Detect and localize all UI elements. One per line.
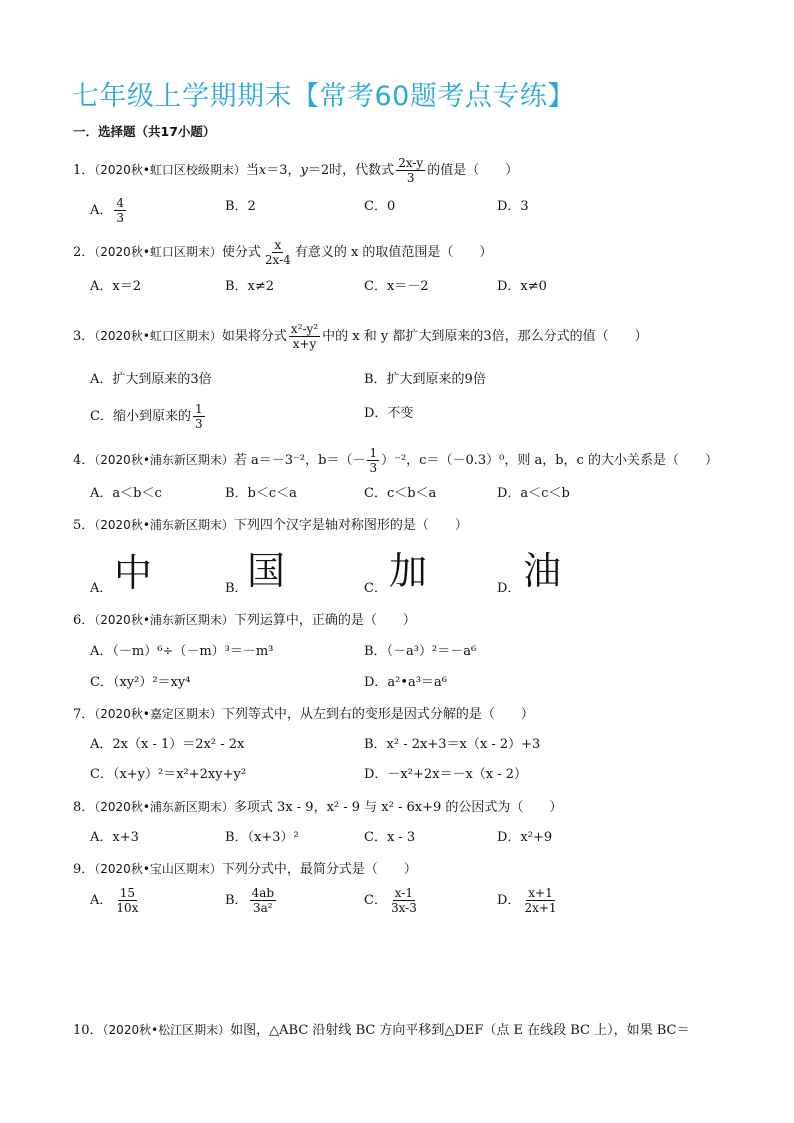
fraction: $\frac{1}{3}$ [369, 446, 378, 475]
option-b: B．b＜c＜a [225, 486, 297, 501]
option-d: D．3 [497, 199, 529, 214]
question-8: 8．（2020秋•浦东新区期末）多项式 3x - 9，x² - 9 与 x² - 6x+9 的公因式为（ ） [73, 800, 563, 815]
question-source: （2020秋•虹口区校级期末） [94, 163, 246, 177]
option-b: B．（－a³）²＝－a⁶ [364, 644, 477, 659]
question-source: （2020秋•虹口区期末） [94, 329, 222, 343]
question-2: 2．（2020秋•虹口区期末）使分式 $\frac{x}{2x-4}$ 有意义的 x 的取值范围是（ ） [73, 238, 493, 267]
option-a: A．a＜b＜c [90, 486, 162, 501]
option-c: C． [364, 581, 387, 596]
option-b: B．x² - 2x+3＝x（x - 2）+3 [364, 737, 541, 752]
hanzi-guo: 国 [247, 549, 286, 593]
option-c: C．c＜b＜a [364, 486, 437, 501]
option-d: D．x≠0 [497, 279, 547, 294]
option-a: A．（－m）⁶÷（－m）³＝－m³ [90, 644, 274, 659]
option-d: D．不变 [364, 406, 414, 421]
question-4: 4．（2020秋•浦东新区期末）若 a＝－3⁻²，b＝（－ $\frac{1}{3}$ ）⁻²，c＝（－0.3）⁰，则 a，b，c 的大小关系是（ ） [73, 446, 718, 475]
question-source: （2020秋•浦东新区期末） [94, 453, 234, 467]
question-5: 5．（2020秋•浦东新区期末）下列四个汉字是轴对称图形的是（ ） [73, 518, 468, 533]
question-6: 6．（2020秋•浦东新区期末）下列运算中，正确的是（ ） [73, 613, 416, 628]
option-a: A． $\frac{4}{3}$ [90, 196, 125, 225]
fraction: $\frac{x}{2x-4}$ [264, 238, 291, 267]
option-a: A．2x（x - 1）＝2x² - 2x [90, 737, 245, 752]
option-c: C．缩小到原来的 $\frac{1}{3}$ [90, 402, 203, 431]
option-a: A． [90, 581, 113, 596]
question-source: （2020秋•浦东新区期末） [94, 613, 234, 627]
option-a: A．x＝2 [90, 279, 141, 294]
option-d: D．－x²+2x＝－x（x - 2） [364, 767, 528, 782]
fraction: $\frac{\text{x²-y²}}{x+y}$ [290, 322, 319, 351]
option-b: B．x≠2 [225, 279, 275, 294]
hanzi-zhong: 中 [114, 551, 153, 595]
section-heading: 一．选择题（共17小题） [73, 124, 216, 139]
option-d: D．a²•a³＝a⁶ [364, 675, 447, 690]
question-3: 3．（2020秋•虹口区期末）如果将分式 $\frac{\text{x²-y²}}{x+y}$ 中的 x 和 y 都扩大到原来的3倍，那么分式的值（ ） [73, 322, 648, 351]
option-d: D． [497, 581, 521, 596]
option-a: A． $\frac{15}{10x}$ [90, 886, 139, 915]
question-source: （2020秋•虹口区期末） [94, 245, 222, 259]
option-d: D．a＜c＜b [497, 486, 570, 501]
option-c: C．（xy²）²＝xy⁴ [90, 675, 191, 690]
option-b: B．扩大到原来的9倍 [364, 372, 486, 387]
question-source: （2020秋•嘉定区期末） [94, 707, 222, 721]
option-c: C．0 [364, 199, 396, 214]
question-1: 1．（2020秋•虹口区校级期末）当x＝3，y＝2时，代数式 $\frac{2x-y}{3}$ 的值是（ ） [73, 156, 519, 185]
option-a: A．扩大到原来的3倍 [90, 372, 212, 387]
option-b: B．2 [225, 199, 256, 214]
option-d: D．x²+9 [497, 830, 553, 845]
option-d: D． $\frac{x+1}{2x+1}$ [497, 886, 557, 915]
question-source: （2020秋•松江区期末） [102, 1023, 231, 1037]
question-source: （2020秋•宝山区期末） [94, 862, 222, 876]
option-c: C． $\frac{x-1}{3x-3}$ [364, 886, 417, 915]
question-source: （2020秋•浦东新区期末） [94, 518, 234, 532]
page-title: 七年级上学期期末【常考60题考点专练】 [72, 81, 575, 112]
hanzi-jia: 加 [389, 549, 428, 593]
option-b: B． $\frac{4ab}{\text{3a²}}$ [225, 886, 275, 915]
option-b: B．（x+3）² [225, 830, 299, 845]
fraction: $\frac{2x-y}{3}$ [398, 156, 424, 185]
question-9: 9．（2020秋•宝山区期末）下列分式中，最简分式是（ ） [73, 862, 417, 877]
option-a: A．x+3 [90, 830, 139, 845]
option-b: B． [225, 581, 248, 596]
hanzi-you: 油 [523, 549, 562, 593]
option-c: C．（x+y）²＝x²+2xy+y² [90, 767, 247, 782]
option-c: C．x＝－2 [364, 279, 429, 294]
question-10: 10．（2020秋•松江区期末）如图，△ABC 沿射线 BC 方向平移到△DEF（点 E 在线段 BC 上），如果 BC＝ [73, 1023, 690, 1038]
question-7: 7．（2020秋•嘉定区期末）下列等式中，从左到右的变形是因式分解的是（ ） [73, 707, 534, 722]
option-c: C．x - 3 [364, 830, 416, 845]
question-source: （2020秋•浦东新区期末） [94, 800, 234, 814]
